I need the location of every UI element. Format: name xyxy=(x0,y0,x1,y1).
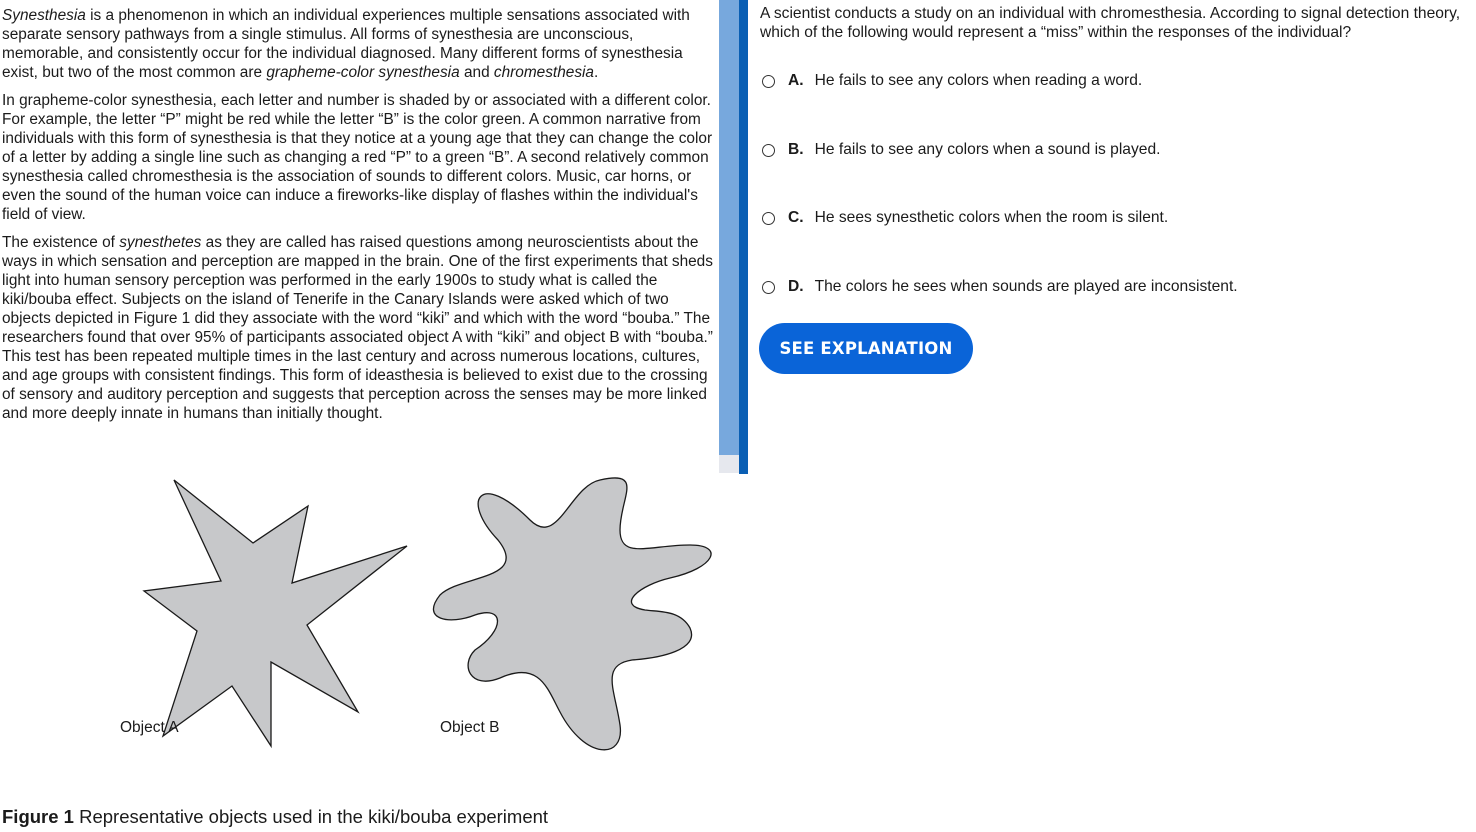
text-run: In grapheme-color synesthesia, each letter and number is shaded by or associated with a different color. For example, the letter “P” might be red while the letter “B” is the color green. A common narrative from individuals with this form of synesthesia is that they notice at a young age that they can change the color of a letter by adding a single line such as changing a red “P” to a green “B”. A second relatively common synesthesia called chromesthesia is the association of sounds to different colors. Music, car horns, or even the sound of the human voice can induce a fireworks-like display of flashes within the individual's field of view. xyxy=(2,92,713,223)
emphasized-term: synesthetes xyxy=(119,234,202,251)
text-run: The existence of xyxy=(2,234,120,251)
choice-letter: B. xyxy=(788,141,804,158)
pane-divider-handle[interactable] xyxy=(719,0,739,455)
text-run: as they are called has raised questions among neuroscientists about the ways in which sensation and perception are mapped in the brain. One of the first experiments that sheds light into human sensory perception was performed in the early 1900s to study what is called the kiki/bouba effect. Subjects on the island of Tenerife in the Canary Islands were asked which of two objects depicted in Figure 1 did they associate with the word “kiki” and which with the word “bouba.” The researchers found that over 95% of participants associated object A with “kiki” and object B with “bouba.” This test has been repeated multiple times in the last century and across numerous locations, cultures, and age groups with consistent findings. This form of ideasthesia is believed to exist due to the crossing of sensory and auditory perception and suggests that perception across the senses may be more linked and more deeply innate in humans than initially thought. xyxy=(2,234,713,422)
object-b-label: Object B xyxy=(440,719,500,736)
passage-paragraph-2 xyxy=(2,91,714,224)
text-run: is a phenomenon in which an individual experiences multiple sensations associated with separate sensory pathways from a single stimulus. All forms of synesthesia are unconscious, memorable, and consistently occur for the individual diagnosed. Many different forms of synesthesia exist, but two of the most common are xyxy=(2,7,690,81)
choice-text: He sees synesthetic colors when the room is silent. xyxy=(814,209,1169,226)
choice-b[interactable] xyxy=(762,141,1160,159)
passage-paragraph-3 xyxy=(2,233,714,423)
choice-text: He fails to see any colors when a sound is played. xyxy=(814,141,1161,158)
figure-caption xyxy=(2,806,548,828)
pane-divider xyxy=(739,0,748,474)
emphasized-term: chromesthesia xyxy=(493,64,594,81)
text-run: . xyxy=(594,64,599,81)
question-stem: A scientist conducts a study on an individual with chromesthesia. According to signal detection theory, which of the following would represent a “miss” within the responses of the individual? xyxy=(760,5,1461,41)
radio-icon[interactable] xyxy=(762,281,775,294)
object-b-shape xyxy=(433,478,711,750)
emphasized-term: grapheme-color synesthesia xyxy=(266,64,460,81)
choice-text: He fails to see any colors when reading a word. xyxy=(814,72,1143,89)
object-a-label: Object A xyxy=(120,719,179,736)
radio-icon[interactable] xyxy=(762,212,775,225)
choice-d[interactable] xyxy=(762,278,1238,296)
choice-letter: C. xyxy=(788,209,804,226)
choice-text: The colors he sees when sounds are played are inconsistent. xyxy=(814,278,1238,295)
see-explanation-button[interactable]: SEE EXPLANATION xyxy=(759,323,973,374)
pane-divider-handle-end xyxy=(719,455,739,473)
choice-c[interactable] xyxy=(762,209,1168,227)
object-a-shape xyxy=(144,480,407,746)
choice-a[interactable] xyxy=(762,72,1142,90)
choice-letter: A. xyxy=(788,72,804,89)
figure-caption-label: Figure 1 xyxy=(2,806,74,827)
radio-icon[interactable] xyxy=(762,144,775,157)
emphasized-term: Synesthesia xyxy=(2,7,86,24)
figure-1 xyxy=(0,470,720,770)
passage xyxy=(2,6,714,432)
figure-1-illustration xyxy=(0,470,720,770)
text-run: and xyxy=(459,64,494,81)
figure-caption-text: Representative objects used in the kiki/bouba experiment xyxy=(73,806,549,827)
passage-paragraph-1 xyxy=(2,6,714,82)
choice-letter: D. xyxy=(788,278,804,295)
radio-icon[interactable] xyxy=(762,75,775,88)
